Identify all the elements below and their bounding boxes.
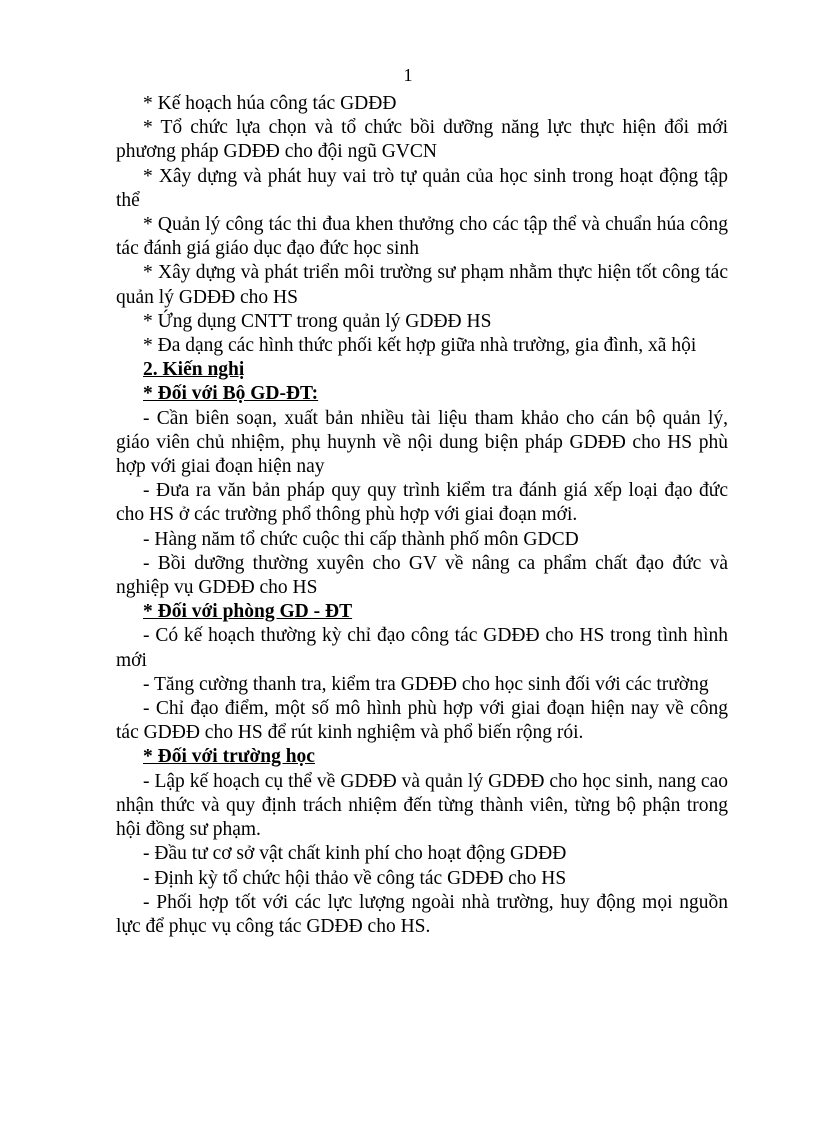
body-paragraph: - Đưa ra văn bản pháp quy quy trình kiểm tra đánh giá xếp loại đạo đức cho HS ở các trường phổ thông phù hợp với giai đoạn mới.: [116, 480, 728, 526]
body-paragraph: - Hàng năm tổ chức cuộc thi cấp thành phố môn GDCD: [143, 528, 579, 550]
body-paragraph: * Kế hoạch húa công tác GDĐĐ: [143, 93, 397, 114]
section-heading: [116, 382, 728, 406]
section-heading-text: * Đối với Bộ GD-ĐT:: [143, 383, 319, 405]
body-paragraph: - Phối hợp tốt với các lực lượng ngoài nhà trường, huy động mọi nguồn lực để phục vụ công tác GDĐĐ cho HS.: [116, 891, 728, 937]
body-paragraph: - Chỉ đạo điểm, một số mô hình phù hợp với giai đoạn hiện nay về công tác GDĐĐ cho HS để rút kinh nghiệm và phổ biến rộng rói.: [116, 698, 728, 744]
body-paragraph: - Định kỳ tổ chức hội thảo về công tác GDĐĐ cho HS: [143, 867, 567, 889]
document-body: [116, 92, 728, 939]
body-paragraph: - Đầu tư cơ sở vật chất kinh phí cho hoạt động GDĐĐ: [143, 843, 567, 865]
section-heading: [116, 358, 728, 382]
body-paragraph: * Quản lý công tác thi đua khen thưởng cho các tập thể và chuẩn húa công tác đánh giá giáo dục đạo đức học sinh: [116, 214, 728, 260]
body-paragraph: - Lập kế hoạch cụ thể về GDĐĐ và quản lý GDĐĐ cho học sinh, nang cao nhận thức và quy định trách nhiệm đến từng thành viên, từng bộ phận trong hội đồng sư phạm.: [116, 770, 728, 841]
body-paragraph: * Xây dựng và phát huy vai trò tự quản của học sinh trong hoạt động tập thể: [116, 165, 728, 211]
section-heading-text: * Đối với trường học: [143, 746, 315, 768]
section-heading: [116, 600, 728, 624]
body-paragraph: - Tăng cường thanh tra, kiểm tra GDĐĐ cho học sinh đối với các trường: [143, 673, 709, 695]
body-paragraph: - Cần biên soạn, xuất bản nhiều tài liệu tham khảo cho cán bộ quản lý, giáo viên chủ nhiệm, phụ huynh về nội dung biện pháp GDĐĐ cho HS phù hợp với giai đoạn hiện nay: [116, 407, 728, 478]
section-heading: [116, 745, 728, 769]
body-paragraph: - Có kế hoạch thường kỳ chỉ đạo công tác GDĐĐ cho HS trong tình hình mới: [116, 625, 728, 671]
body-paragraph: - Bồi dưỡng thường xuyên cho GV về nâng ca phẩm chất đạo đức và nghiệp vụ GDĐĐ cho HS: [116, 552, 728, 599]
body-paragraph: * Xây dựng và phát triển môi trường sư phạm nhằm thực hiện tốt công tác quản lý GDĐĐ cho HS: [116, 262, 728, 308]
section-heading-text: 2. Kiến nghị: [143, 359, 245, 381]
body-paragraph: * Tổ chức lựa chọn và tổ chức bồi dưỡng năng lực thực hiện đổi mới phương pháp GDĐĐ cho đội ngũ GVCN: [116, 117, 728, 163]
body-paragraph: * Đa dạng các hình thức phối kết hợp giữa nhà trường, gia đình, xã hội: [143, 335, 697, 357]
page-number: 1: [403, 65, 413, 85]
section-heading-text: * Đối với phòng GD - ĐT: [143, 601, 353, 623]
body-paragraph: * Ứng dụng CNTT trong quản lý GDĐĐ HS: [143, 310, 492, 332]
